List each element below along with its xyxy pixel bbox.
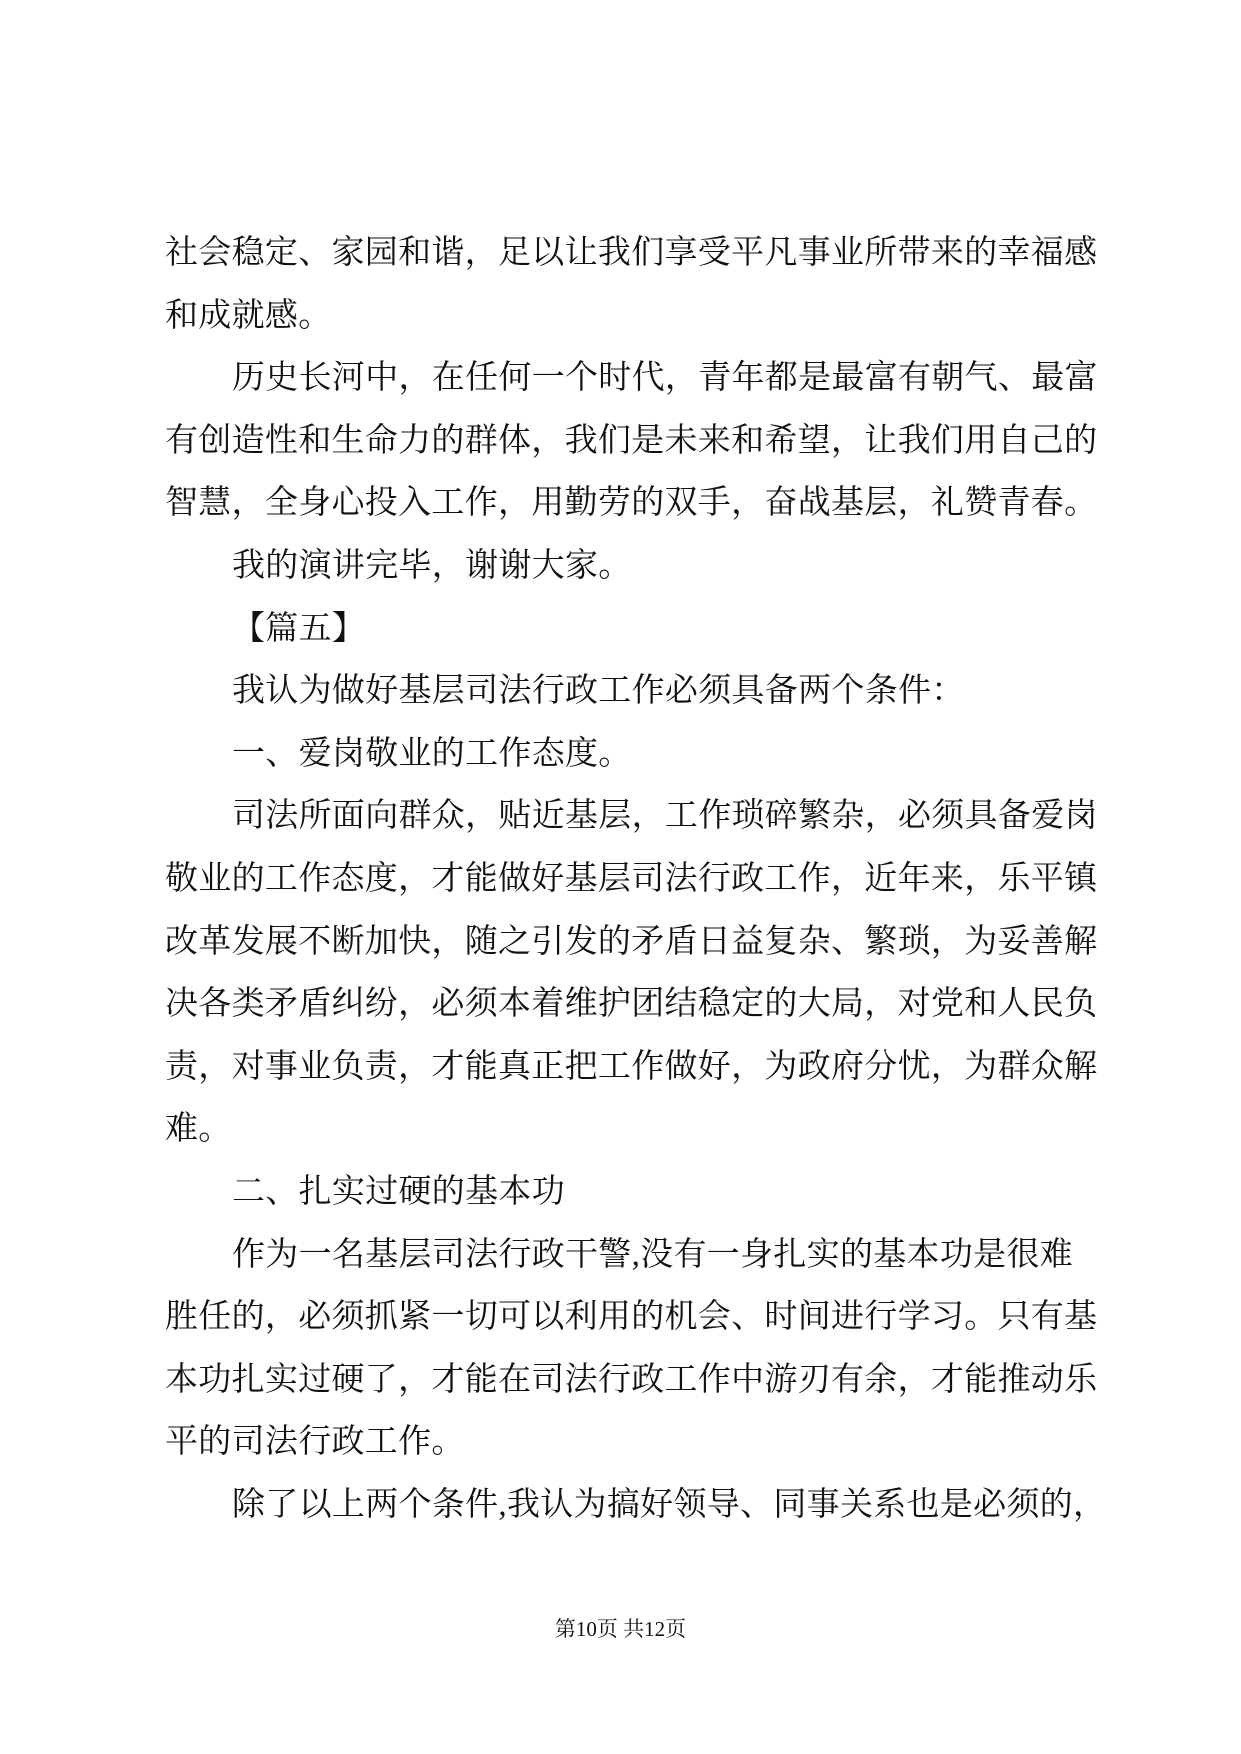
text-line: 决各类矛盾纠纷，必须本着维护团结稳定的大局，对党和人民负 <box>165 986 1098 1023</box>
page-footer: 第10页 共12页 <box>554 1617 687 1641</box>
document-lines <box>165 222 1125 1536</box>
text-line: 难。 <box>165 1111 232 1148</box>
text-line: 智慧，全身心投入工作，用勤劳的双手，奋战基层，礼赞青春。 <box>165 485 1098 522</box>
text-line: 敬业的工作态度，才能做好基层司法行政工作，近年来，乐平镇 <box>165 860 1098 897</box>
text-line: 作为一名基层司法行政干警,没有一身扎实的基本功是很难 <box>232 1236 1074 1273</box>
text-line: 改革发展不断加快，随之引发的矛盾日益复杂、繁琐，为妥善解 <box>165 923 1098 960</box>
text-line: 平的司法行政工作。 <box>165 1424 465 1461</box>
text-line: 一、爱岗敬业的工作态度。 <box>232 735 632 772</box>
text-line: 胜任的，必须抓紧一切可以利用的机会、时间进行学习。只有基 <box>165 1299 1098 1336</box>
text-line: 【篇五】 <box>232 610 366 647</box>
text-line: 我认为做好基层司法行政工作必须具备两个条件： <box>232 673 965 710</box>
text-line: 我的演讲完毕，谢谢大家。 <box>232 547 632 584</box>
text-line: 责，对事业负责，才能真正把工作做好，为政府分忧，为群众解 <box>165 1048 1098 1085</box>
text-line: 有创造性和生命力的群体，我们是未来和希望，让我们用自己的 <box>165 422 1098 459</box>
text-line: 社会稳定、家园和谐，足以让我们享受平凡事业所带来的幸福感 <box>165 235 1098 271</box>
text-line: 本功扎实过硬了，才能在司法行政工作中游刃有余，才能推动乐 <box>165 1361 1098 1398</box>
text-line: 除了以上两个条件,我认为搞好领导、同事关系也是必须的， <box>232 1486 1107 1523</box>
text-line: 和成就感。 <box>165 297 332 334</box>
text-line: 历史长河中，在任何一个时代，青年都是最富有朝气、最富 <box>232 360 1098 397</box>
text-line: 二、扎实过硬的基本功 <box>232 1173 565 1210</box>
text-line: 司法所面向群众，贴近基层，工作琐碎繁杂，必须具备爱岗 <box>232 798 1098 835</box>
